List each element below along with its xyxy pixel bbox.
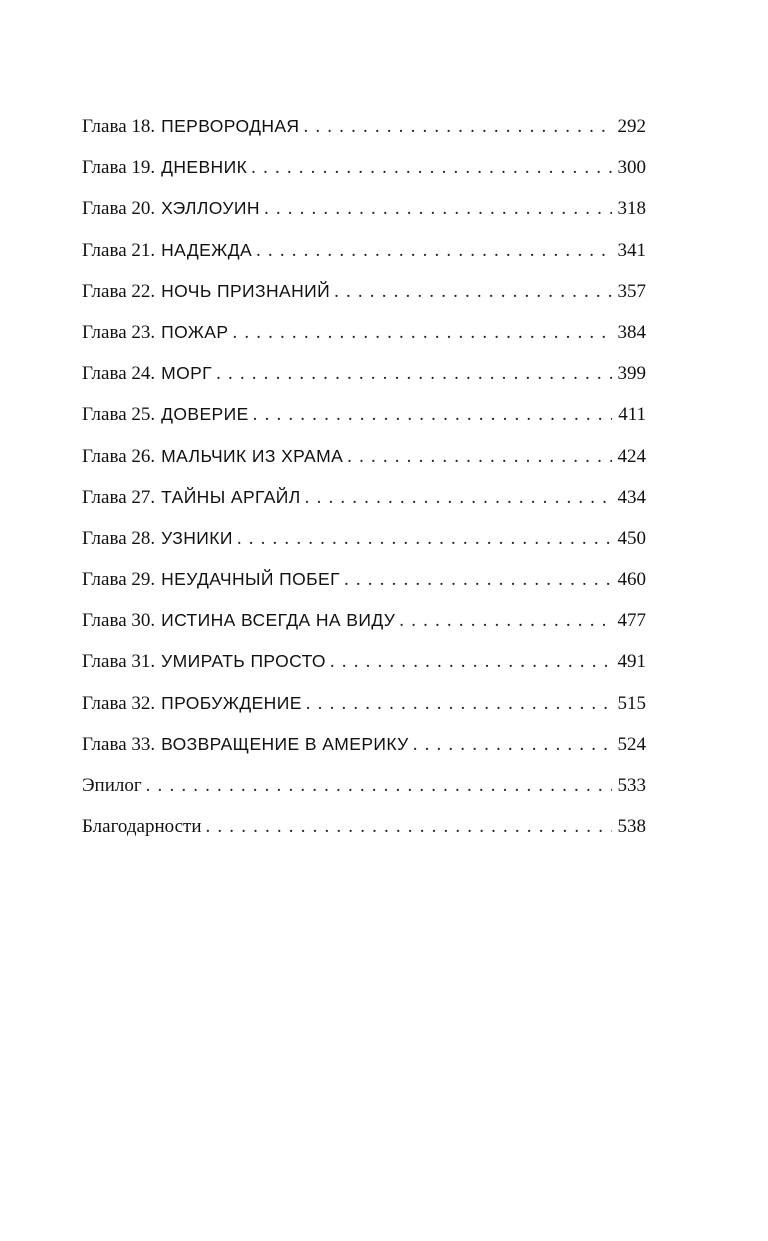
toc-page-number: 538	[617, 816, 646, 838]
toc-dot-leader	[399, 600, 612, 641]
toc-chapter-title: ПРОБУЖДЕНИЕ	[161, 692, 302, 713]
toc-page-number: 491	[617, 651, 646, 673]
toc-dot-leader	[256, 230, 612, 271]
toc-page-number: 318	[617, 198, 646, 220]
toc-chapter-title: ПОЖАР	[161, 321, 229, 342]
toc-page-number: 533	[617, 775, 646, 796]
toc-chapter-title: НОЧЬ ПРИЗНАНИЙ	[161, 280, 331, 301]
toc-entry-chapter-23[interactable]	[82, 312, 646, 353]
toc-chapter-title: ДНЕВНИК	[161, 157, 248, 178]
toc-entry-chapter-20[interactable]	[82, 188, 646, 229]
toc-page-number: 399	[617, 363, 646, 385]
toc-entry-chapter-19[interactable]	[82, 147, 646, 188]
toc-entry-chapter-24[interactable]	[82, 353, 646, 394]
toc-chapter-title: ПЕРВОРОДНАЯ	[161, 116, 300, 136]
toc-entry-label	[82, 312, 228, 353]
toc-entry-label	[82, 806, 202, 847]
toc-entry-chapter-31[interactable]	[82, 641, 646, 682]
toc-page-number: 460	[617, 569, 646, 591]
toc-page-number: 450	[617, 527, 646, 549]
toc-entry-chapter-30[interactable]	[82, 600, 646, 641]
toc-chapter-title: УМИРАТЬ ПРОСТО	[161, 651, 326, 672]
toc-dot-leader	[237, 518, 612, 559]
toc-entry-label	[82, 230, 252, 271]
toc-page-number: 292	[617, 116, 646, 137]
toc-entry-chapter-26[interactable]	[82, 436, 646, 477]
toc-dot-leader	[216, 353, 612, 394]
toc-entry-label	[82, 724, 409, 765]
toc-page-number: 424	[617, 445, 646, 467]
toc-chapter-number: Глава 29.	[82, 569, 156, 591]
toc-entry-chapter-25[interactable]	[82, 394, 646, 435]
toc-chapter-number: Глава 32.	[82, 692, 156, 714]
toc-chapter-number: Глава 31.	[82, 651, 156, 673]
toc-entry-label	[82, 600, 395, 641]
toc-chapter-title: ДОВЕРИЕ	[161, 404, 249, 425]
toc-chapter-number: Глава 22.	[82, 280, 156, 302]
toc-entry-label	[82, 147, 247, 188]
toc-entry-acknowledgments[interactable]	[82, 806, 646, 847]
toc-entry-label	[82, 436, 343, 477]
toc-page-number: 515	[617, 692, 646, 714]
toc-entry-label	[82, 683, 302, 724]
toc-chapter-title: ХЭЛЛОУИН	[161, 198, 260, 219]
toc-entry-label	[82, 641, 326, 682]
toc-page-number: 524	[617, 733, 646, 755]
toc-entry-label	[82, 518, 233, 559]
toc-entry-epilogue[interactable]	[82, 765, 646, 806]
toc-dot-leader	[413, 724, 612, 765]
toc-entry-label	[82, 106, 299, 147]
toc-dot-leader	[306, 683, 612, 724]
toc-chapter-number: Глава 24.	[82, 363, 156, 385]
toc-chapter-title: ВОЗВРАЩЕНИЕ В АМЕРИКУ	[161, 733, 409, 754]
toc-entry-label	[82, 394, 249, 435]
toc-chapter-number: Глава 33.	[82, 733, 156, 755]
toc-entry-chapter-27[interactable]	[82, 477, 646, 518]
toc-chapter-number: Глава 23.	[82, 321, 156, 343]
toc-section-title: Эпилог	[82, 775, 142, 796]
toc-dot-leader	[146, 765, 612, 806]
toc-dot-leader	[303, 106, 612, 147]
toc-entry-chapter-22[interactable]	[82, 271, 646, 312]
toc-entry-chapter-28[interactable]	[82, 518, 646, 559]
toc-chapter-number: Глава 21.	[82, 239, 156, 261]
toc-entry-chapter-29[interactable]	[82, 559, 646, 600]
toc-dot-leader	[253, 394, 612, 435]
toc-dot-leader	[305, 477, 612, 518]
toc-chapter-number: Глава 27.	[82, 486, 156, 508]
toc-entry-chapter-18[interactable]	[82, 106, 646, 147]
toc-chapter-number: Глава 19.	[82, 157, 156, 179]
toc-entry-chapter-33[interactable]	[82, 724, 646, 765]
toc-entry-label	[82, 765, 142, 806]
toc-dot-leader	[251, 147, 612, 188]
toc-page-number: 411	[618, 404, 646, 426]
toc-chapter-number: Глава 18.	[82, 116, 156, 137]
toc-chapter-title: ИСТИНА ВСЕГДА НА ВИДУ	[161, 610, 396, 631]
toc-chapter-title: НЕУДАЧНЫЙ ПОБЕГ	[161, 569, 340, 590]
toc-dot-leader	[232, 312, 612, 353]
toc-dot-leader	[344, 559, 612, 600]
toc-chapter-title: МОРГ	[161, 363, 213, 384]
toc-dot-leader	[347, 436, 612, 477]
toc-chapter-title: УЗНИКИ	[161, 527, 233, 548]
toc-page-number: 341	[617, 239, 646, 261]
toc-dot-leader	[264, 188, 612, 229]
toc-entry-chapter-21[interactable]	[82, 230, 646, 271]
toc-chapter-number: Глава 26.	[82, 445, 156, 467]
toc-chapter-number: Глава 25.	[82, 404, 156, 426]
toc-dot-leader	[334, 271, 612, 312]
toc-entry-label	[82, 353, 212, 394]
toc-chapter-number: Глава 28.	[82, 527, 156, 549]
toc-page-number: 357	[617, 280, 646, 302]
toc-page-number: 384	[617, 321, 646, 343]
toc-chapter-number: Глава 20.	[82, 198, 156, 220]
toc-entry-chapter-32[interactable]	[82, 683, 646, 724]
toc-entry-label	[82, 477, 301, 518]
toc-entry-label	[82, 188, 260, 229]
toc-chapter-number: Глава 30.	[82, 610, 156, 632]
toc-dot-leader	[330, 641, 612, 682]
toc-entry-label	[82, 271, 330, 312]
toc-chapter-title: ТАЙНЫ АРГАЙЛ	[161, 486, 301, 507]
toc-chapter-title: НАДЕЖДА	[161, 239, 253, 260]
toc-page-number: 300	[617, 157, 646, 179]
toc-dot-leader	[206, 806, 613, 847]
toc-section-title: Благодарности	[82, 816, 202, 838]
toc-page-number: 477	[617, 610, 646, 632]
toc-entry-label	[82, 559, 340, 600]
toc-chapter-title: МАЛЬЧИК ИЗ ХРАМА	[161, 445, 344, 466]
toc-page-number: 434	[617, 486, 646, 508]
table-of-contents	[82, 106, 646, 847]
